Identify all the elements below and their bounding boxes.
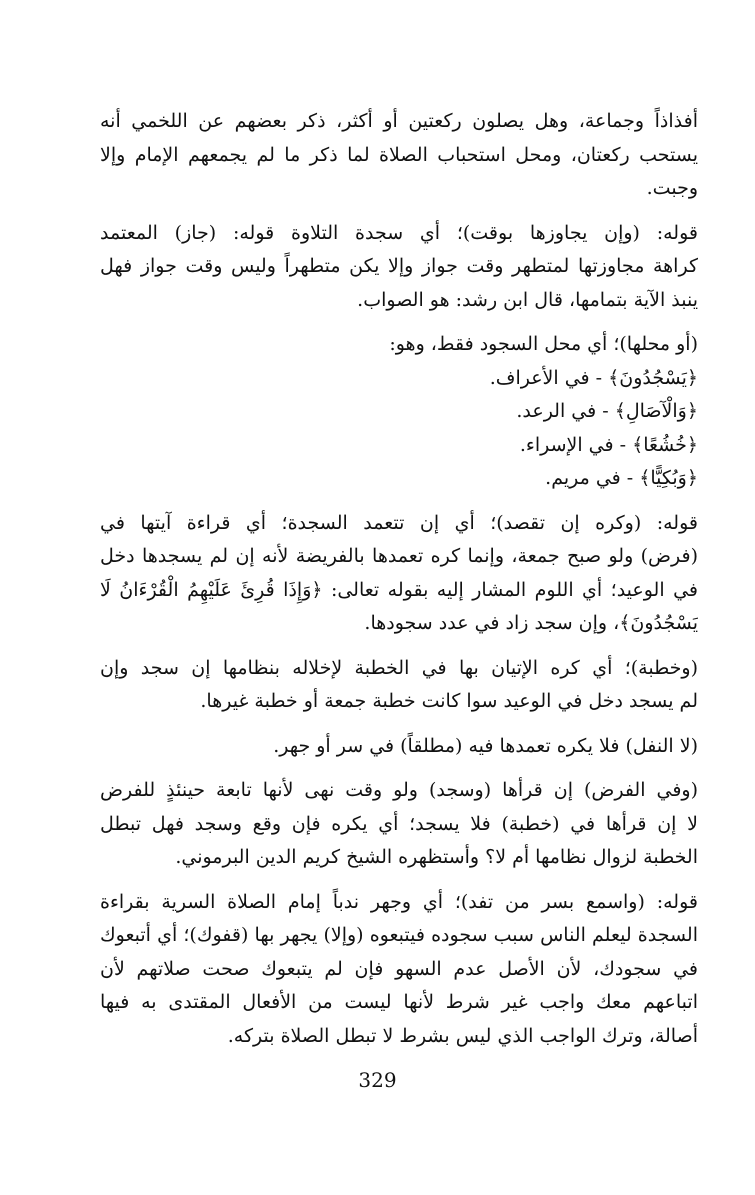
text-line: لا إن قرأها في (خطبة) فلا يسجد؛ أي يكره فإن وقع وسجد فهل تبطل (100, 812, 698, 835)
page-body (100, 105, 698, 1064)
page-number: 329 (358, 1068, 397, 1092)
text-line: (وفي الفرض) إن قرأها (وسجد) ولو وقت نهى لأنها تابعة حينئذٍ للفرض (100, 779, 698, 801)
text-line: قوله: (وإن يجاوزها بوقت)؛ أي سجدة التلاوة قوله: (جاز) المعتمد (100, 221, 698, 244)
paragraph-7 (100, 774, 698, 875)
text-line: (وخطبة)؛ أي كره الإتيان بها في الخطبة لإخلاله بنظامها إن سجد وإن (100, 656, 698, 679)
text-line: السجدة ليعلم الناس سبب سجوده فيتبعوه (وإلا) يجهر بها (قفوك)؛ أي أتبعوك (100, 924, 698, 946)
text-line: الخطبة لزوال نظامها أم لا؟ وأستظهره الشيخ كريم الدين البرموني. (175, 846, 698, 868)
paragraph-2 (100, 217, 698, 318)
text-line: (فرض) ولو صبح جمعة، وإنما كره تعمدها بالفريضة لأنه إن لم يسجدها دخل (100, 545, 698, 567)
paragraph-4 (100, 507, 698, 641)
verse-item: ﴿خُشُعًا﴾ - في الإسراء. (519, 433, 698, 456)
text-line: (أو محلها)؛ أي محل السجود فقط، وهو: (389, 333, 698, 355)
text-line: أفذاذاً وجماعة، وهل يصلون ركعتين أو أكثر، ذكر بعضهم عن اللخمي أنه (100, 110, 698, 132)
text-line: اتباعهم معك واجب غير شرط لأنها ليست من الأفعال المقتدى به فيها (100, 991, 698, 1013)
text-line: قوله: (وكره إن تقصد)؛ أي إن تتعمد السجدة؛ أي قراءة آيتها في (100, 511, 698, 534)
text-line: ينبذ الآية بتمامها، قال ابن رشد: هو الصواب. (357, 288, 698, 311)
verse-item: ﴿وَبُكِيًّا﴾ - في مريم. (545, 467, 698, 489)
text-line: وجبت. (646, 177, 698, 199)
text-line: في الوعيد؛ أي اللوم المشار إليه بقوله تعالى: ﴿وَإِذَا قُرِئَ عَلَيْهِمُ الْقُرْءَانُ لَا (100, 578, 698, 601)
text-line: يستحب ركعتان، ومحل استحباب الصلاة لما ذكر ما لم يجمعهم الإمام وإلا (100, 143, 698, 166)
text-line: قوله: (واسمع بسر من تفد)؛ أي وجهر ندباً إمام الصلاة السرية بقراءة (100, 890, 698, 913)
text-line: لم يسجد دخل في الوعيد سوا كانت خطبة جمعة أو خطبة غيرها. (200, 690, 698, 712)
verse-item: ﴿وَالْآصَالِ﴾ - في الرعد. (516, 400, 698, 422)
text-line: (لا النفل) فلا يكره تعمدها فيه (مطلقاً) في سر أو جهر. (273, 734, 698, 757)
paragraph-5 (100, 652, 698, 719)
text-line: كراهة مجاوزتها لمتطهر وقت جواز وإلا يكن متطهراً وليس وقت جواز فهل (100, 255, 698, 277)
text-line: في سجودك، لأن الأصل عدم السهو فإن لم يتبعوك صحت صلاتهم لأن (100, 957, 698, 980)
text-line: يَسْجُدُونَ﴾، وإن سجد زاد في عدد سجودها. (364, 612, 698, 634)
paragraph-6 (100, 730, 698, 764)
paragraph-3 (100, 328, 698, 496)
paragraph-8 (100, 886, 698, 1054)
verse-item: ﴿يَسْجُدُونَ﴾ - في الأعراف. (489, 366, 698, 389)
text-line: أصالة، وترك الواجب الذي ليس بشرط لا تبطل الصلاة بتركه. (227, 1024, 698, 1047)
paragraph-1 (100, 105, 698, 206)
